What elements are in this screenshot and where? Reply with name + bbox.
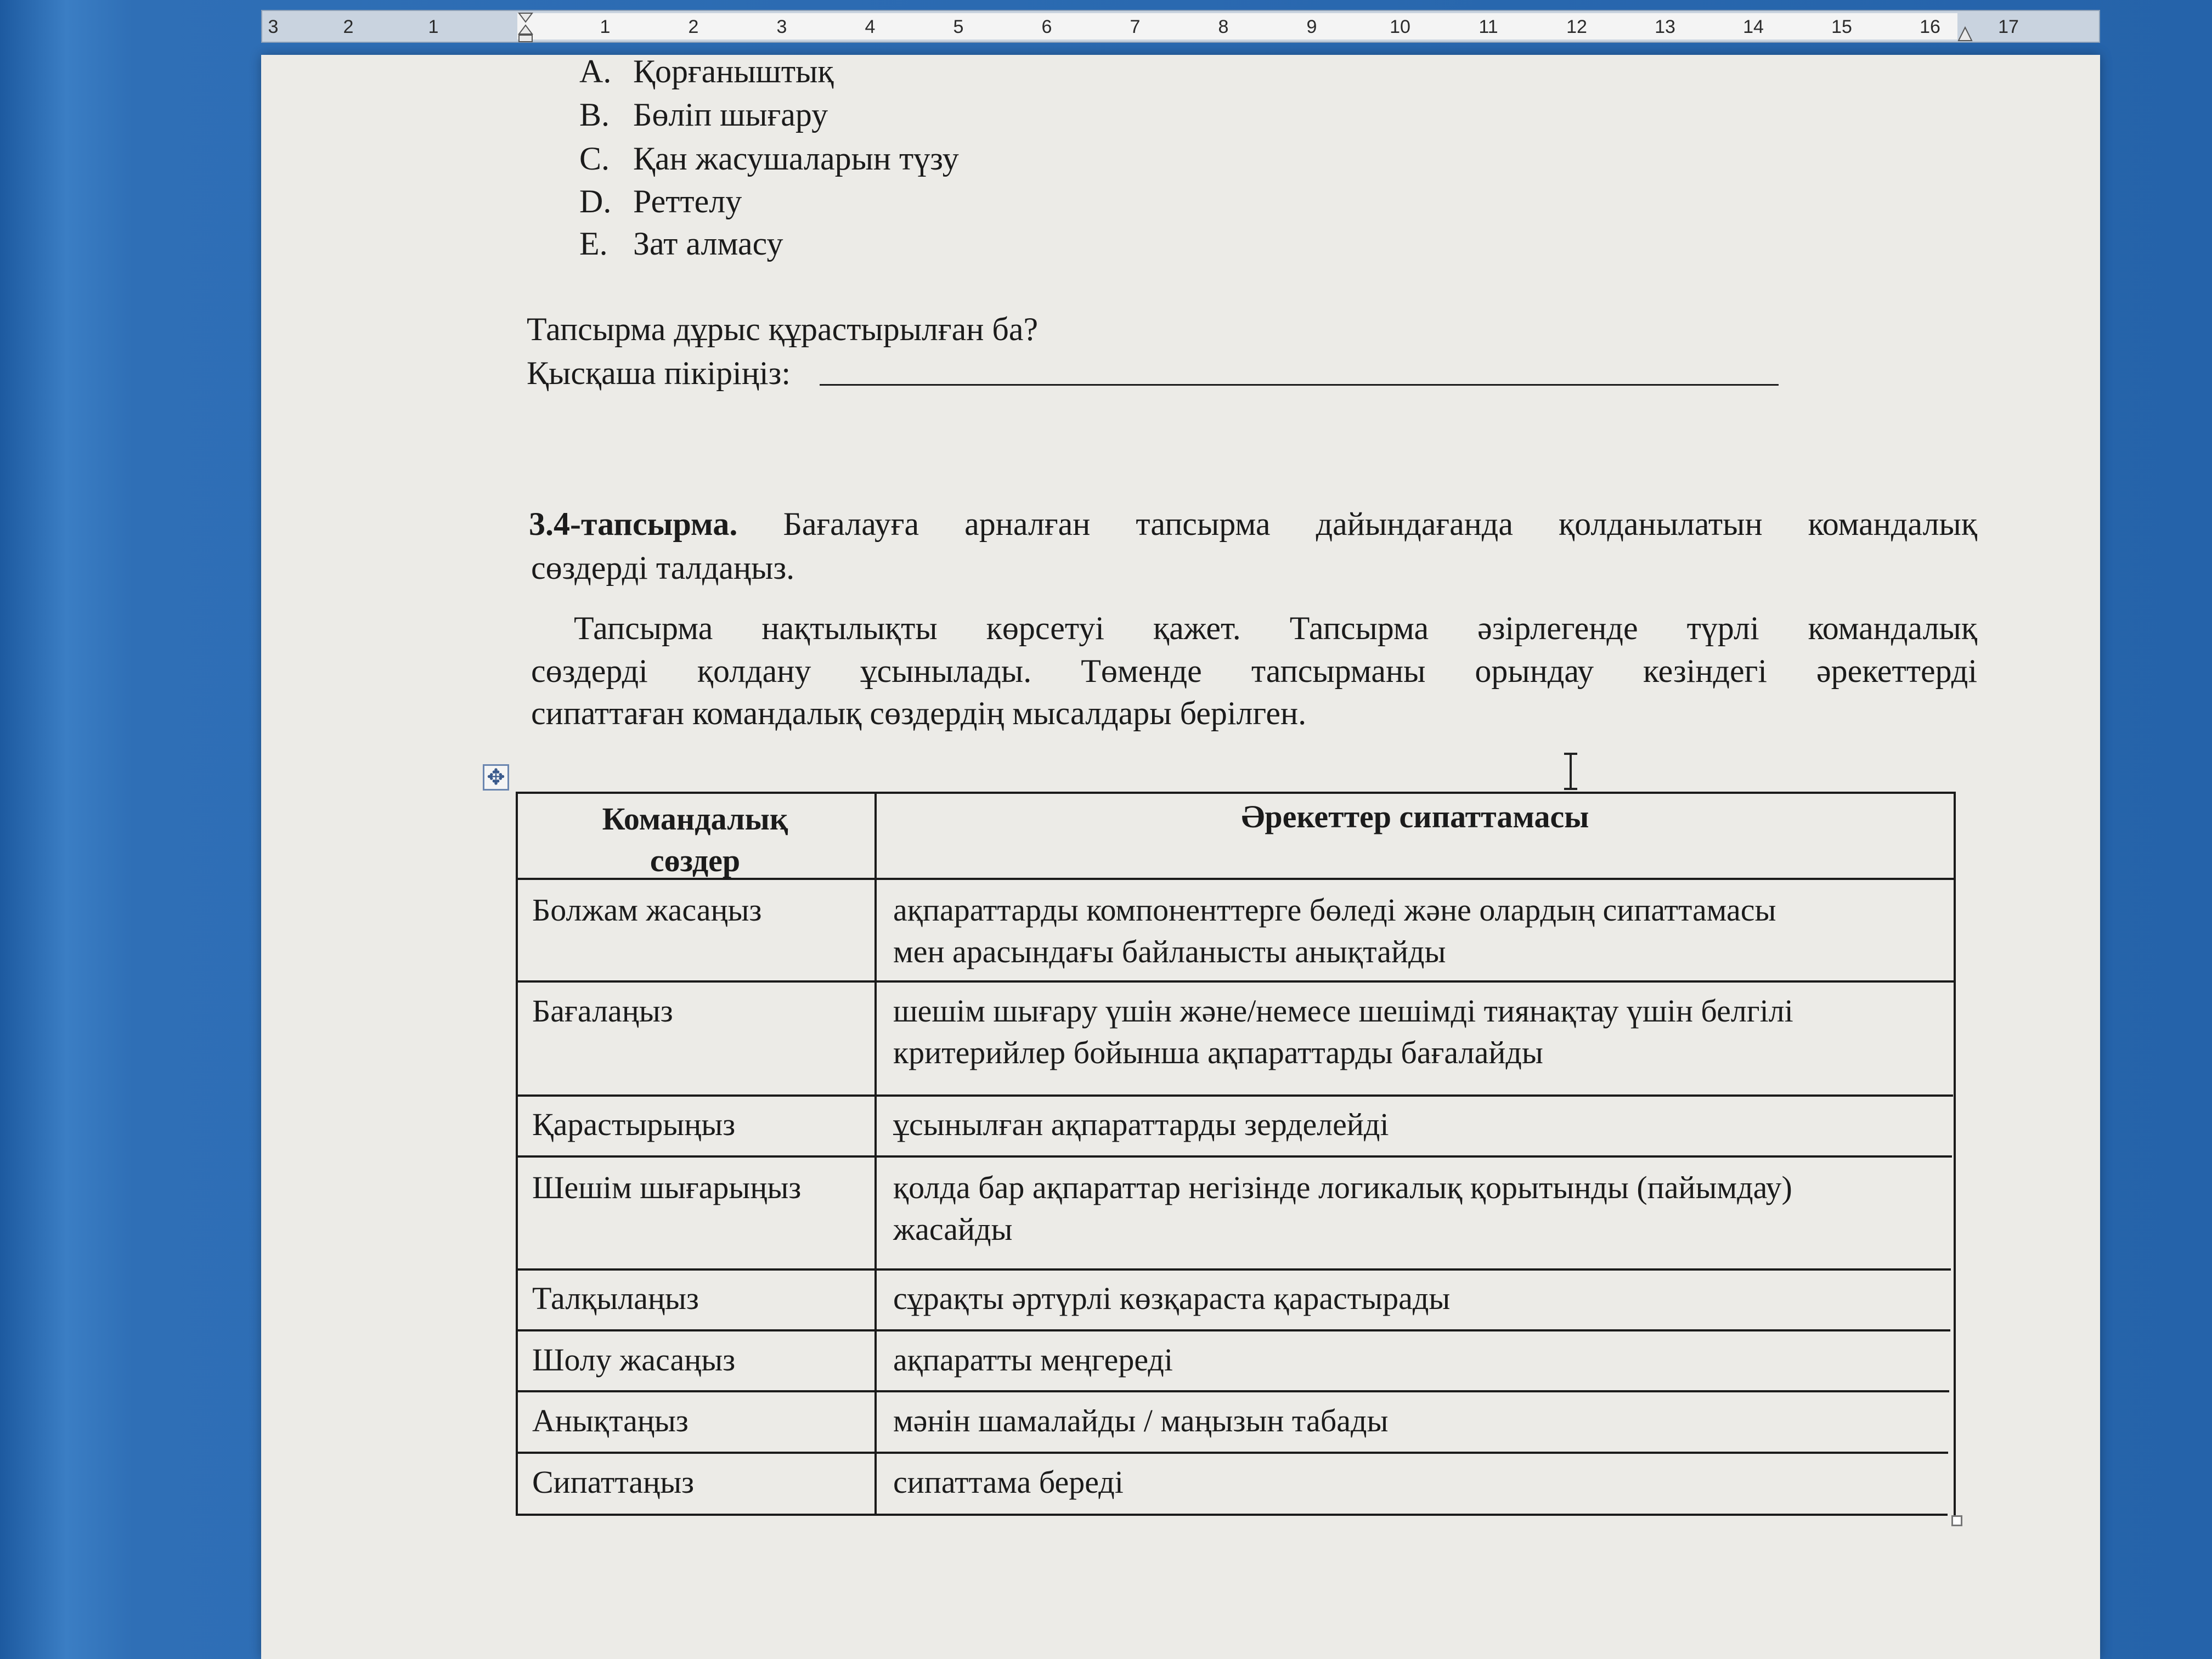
table-cell-word: Сипаттаңыз [532, 1464, 695, 1500]
table-cell-desc [893, 990, 1793, 1074]
option-text: Бөліп шығару [633, 97, 828, 133]
option-letter: E. [579, 225, 608, 262]
task-title-line1 [529, 507, 1977, 540]
option-text: Реттелу [633, 183, 742, 219]
table-cell-word: Қарастырыңыз [532, 1107, 736, 1142]
table-cell-desc: сұрақты әртүрлі көзқараста қарастырады [893, 1280, 1451, 1316]
option-text: Зат алмасу [633, 225, 783, 262]
table-border [1954, 792, 1956, 1516]
option-letter: A. [579, 53, 612, 89]
option-letter: C. [579, 140, 610, 177]
table-border [516, 792, 1956, 794]
table-cell-desc [893, 889, 1776, 973]
feedback-prompt: Тапсырма дұрыс құрастырылған ба? [527, 311, 1039, 347]
desc-line: жасайды [893, 1211, 1013, 1247]
option-letter: B. [579, 97, 610, 133]
table-border [516, 1514, 1948, 1516]
table-header-action-description: Әрекеттер сипаттамасы [1241, 799, 1589, 834]
option-text: Қорғаныштық [633, 53, 834, 89]
option-letter: D. [579, 183, 612, 219]
paragraph-line1: Тапсырма нақтылықты көрсетуі қажет. Тапсырма әзірлегенде түрлі командалық [574, 610, 1977, 646]
table-border [516, 1094, 1953, 1097]
table-border [516, 1390, 1949, 1392]
header-line: Командалық [602, 801, 788, 837]
text-cursor-icon [1560, 752, 1582, 791]
table-border [874, 792, 877, 1516]
comment-line [820, 384, 1779, 386]
right-indent-marker[interactable] [1957, 25, 1973, 42]
table-cell-word: Бағалаңыз [532, 993, 673, 1029]
table-cell-desc: сипаттама береді [893, 1464, 1124, 1500]
option-text: Қан жасушаларын түзу [633, 140, 959, 177]
desc-line: критерийлер бойынша ақпараттарды бағалайды [893, 1035, 1543, 1070]
first-line-indent-marker[interactable] [518, 12, 533, 43]
comment-label: Қысқаша пікіріңіз: [527, 355, 791, 391]
table-border [516, 980, 1954, 983]
table-header-command-words [516, 798, 874, 882]
table-cell-word: Талқылаңыз [532, 1280, 699, 1316]
ruler-text-area [517, 13, 1957, 40]
command-words-table [516, 792, 1956, 1516]
desc-line: мен арасындағы байланысты анықтайды [893, 934, 1446, 969]
table-cell-word: Анықтаңыз [532, 1403, 689, 1438]
header-line: сөздер [650, 843, 741, 878]
table-border [516, 1155, 1952, 1158]
task-title-text: Бағалауға арналған тапсырма дайындағанда қолданылатын командалық [783, 506, 1977, 542]
horizontal-ruler[interactable]: 3 2 1 17 [261, 10, 2100, 43]
table-border [516, 792, 518, 1516]
table-border [516, 1329, 1950, 1331]
desc-line: қолда бар ақпараттар негізінде логикалық қорытынды (пайымдау) [893, 1170, 1792, 1205]
table-cell-desc: мәнін шамалайды / маңызын табады [893, 1403, 1389, 1438]
table-cell-word: Болжам жасаңыз [532, 892, 762, 928]
table-cell-desc: ұсынылған ақпараттарды зерделейді [893, 1107, 1389, 1142]
paragraph-line2: сөздерді қолдану ұсынылады. Төменде тапсырманы орындау кезіндегі әрекеттерді [531, 653, 1977, 689]
table-cell-desc [893, 1167, 1792, 1250]
table-cell-word: Шешім шығарыңыз [532, 1170, 802, 1205]
paragraph-line3: сипаттаған командалық сөздердің мысалдары берілген. [531, 695, 1307, 731]
task-number: 3.4-тапсырма. [529, 506, 738, 542]
table-border [516, 1452, 1948, 1454]
desc-line: шешім шығару үшін және/немесе шешімді тиянақтау үшін белгілі [893, 993, 1793, 1029]
table-border [516, 1268, 1951, 1271]
task-title-line2: сөздерді талдаңыз. [531, 550, 795, 586]
table-resize-handle-icon[interactable] [1951, 1515, 1962, 1526]
table-cell-word: Шолу жасаңыз [532, 1342, 736, 1378]
table-move-handle-icon[interactable]: ✥ [483, 764, 509, 791]
desc-line: ақпараттарды компоненттерге бөледі және олардың сипаттамасы [893, 892, 1776, 928]
table-cell-desc: ақпаратты меңгереді [893, 1342, 1173, 1378]
